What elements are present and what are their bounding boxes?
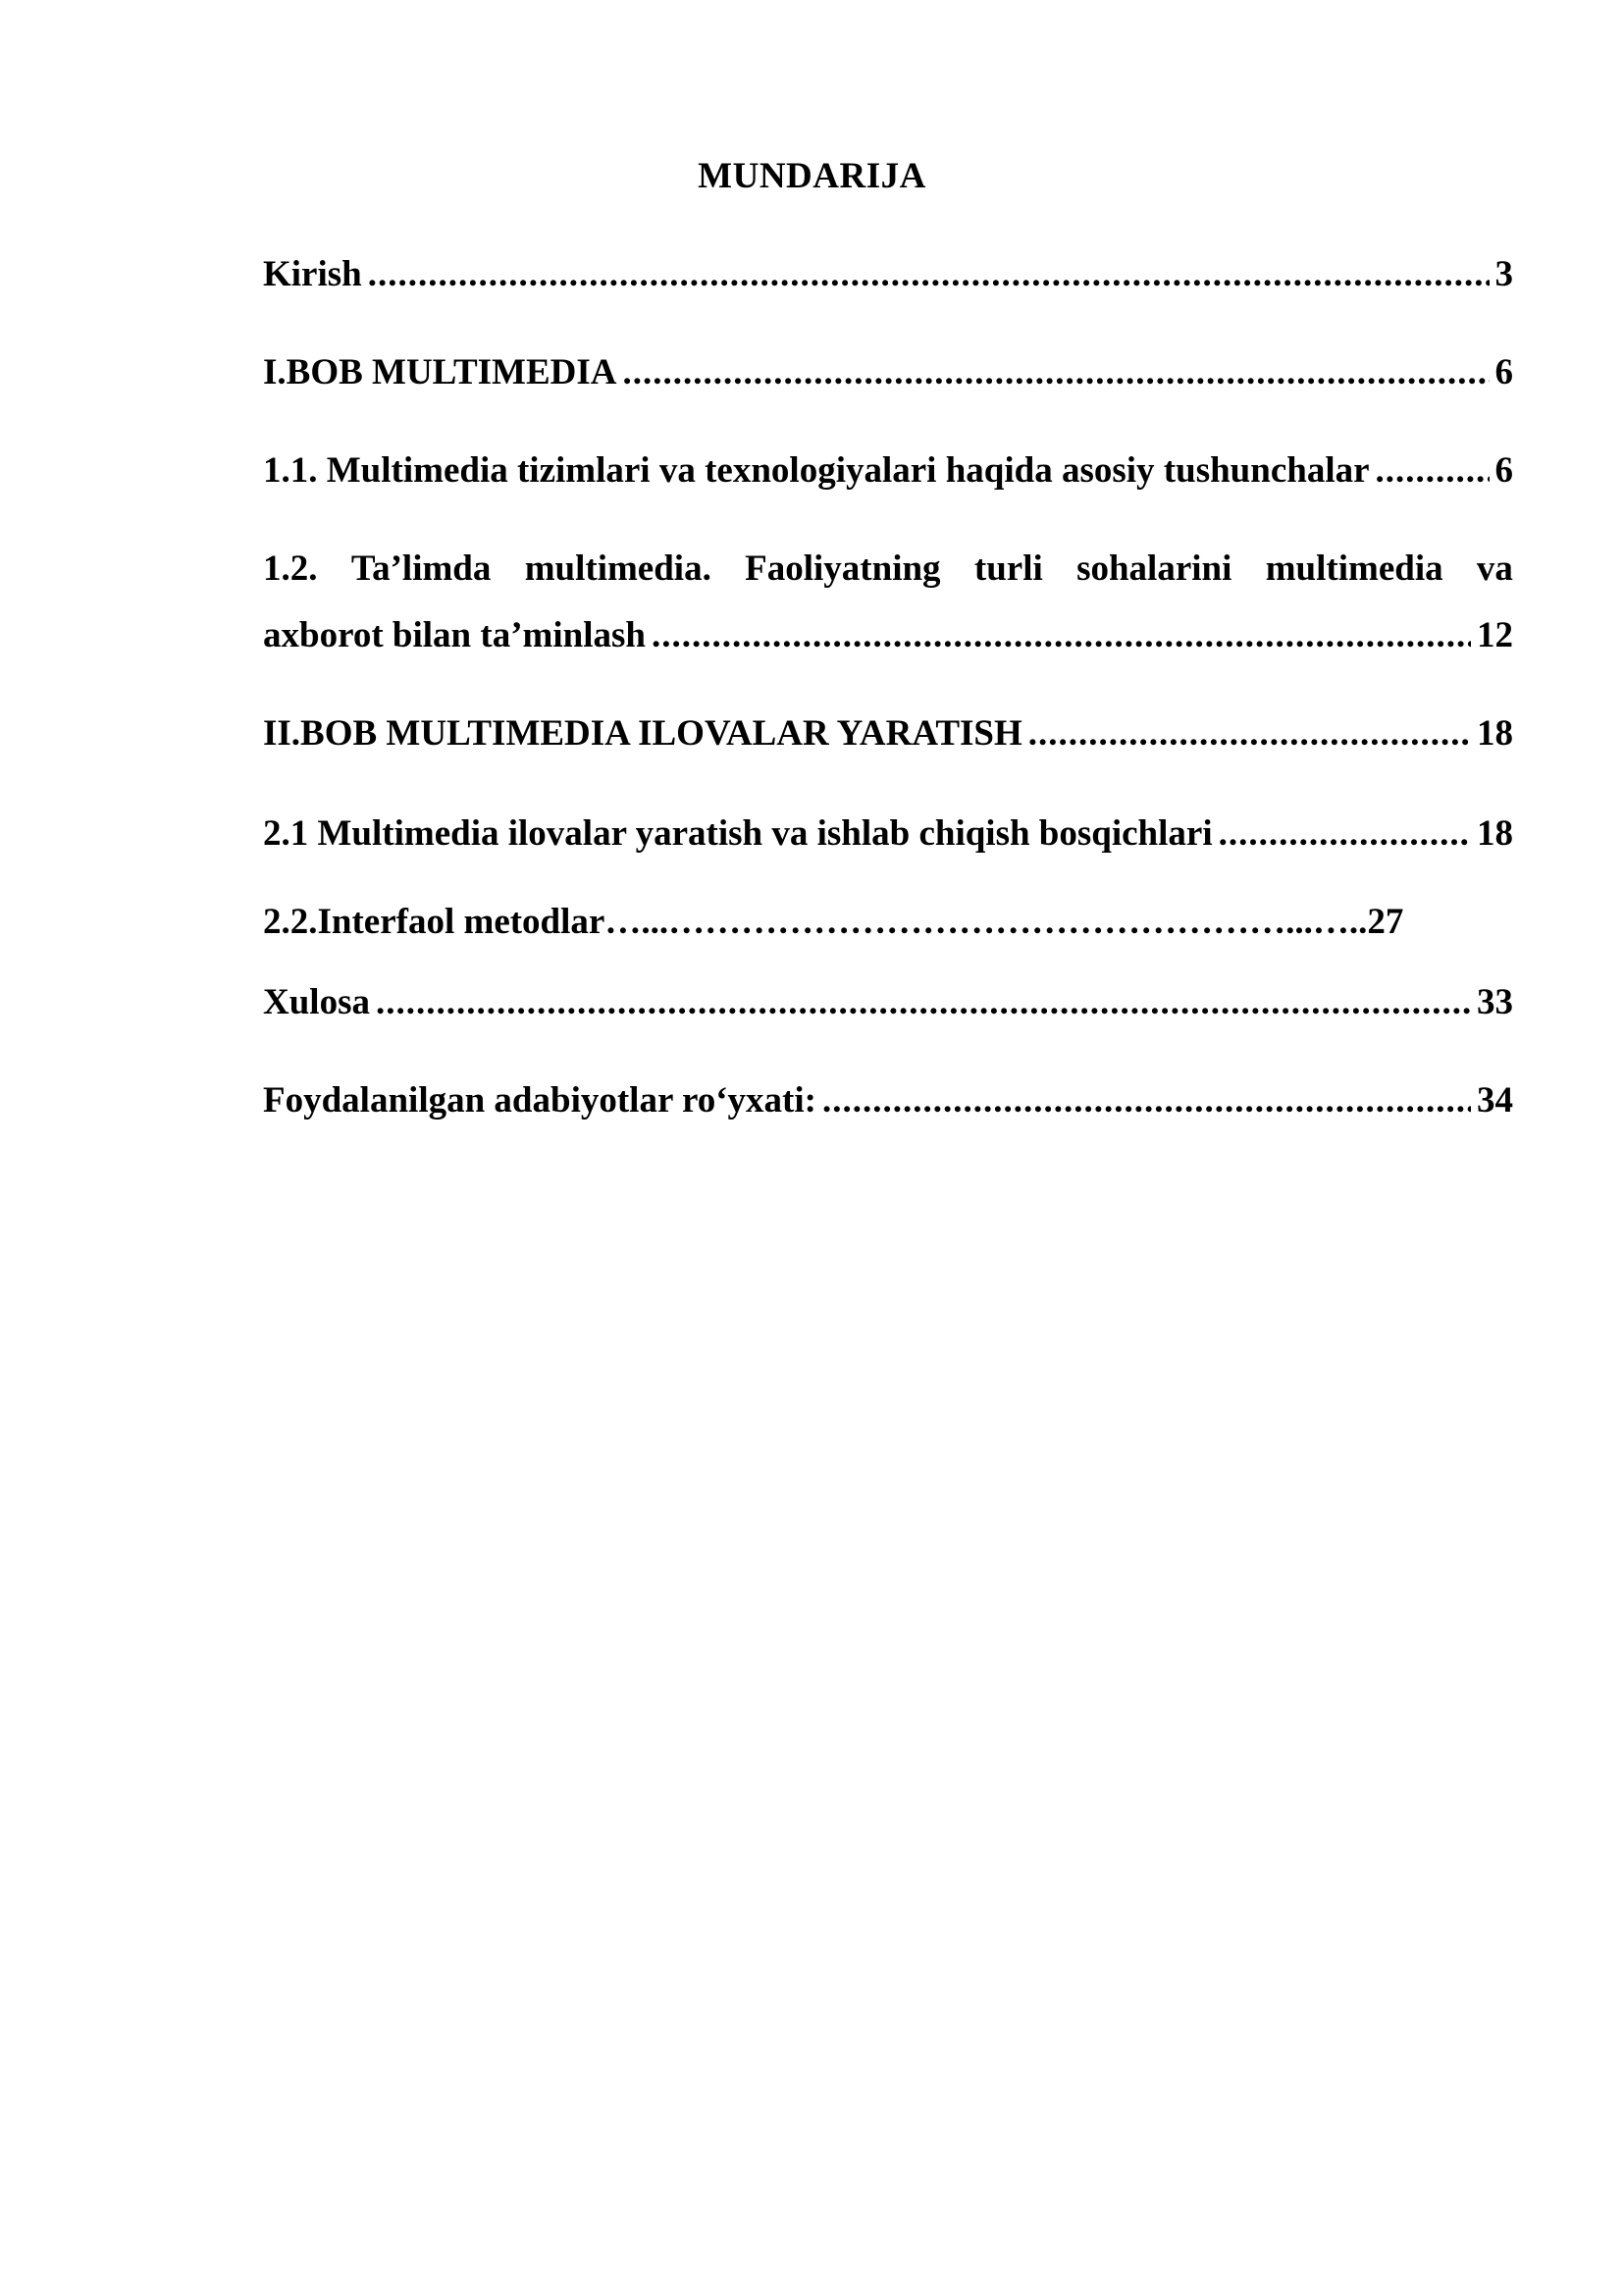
dot-leader <box>368 253 1490 296</box>
toc-entry-text: Xulosa <box>263 982 370 1022</box>
toc-word: multimedia <box>1265 548 1443 589</box>
toc-entry-text: I.BOB MULTIMEDIA <box>263 352 617 392</box>
toc-entry-text: Foydalanilgan adabiyotlar ro‘yxati: <box>263 1080 816 1121</box>
toc-entry-section-1-1[interactable] <box>263 449 1513 493</box>
toc-page-number: 33 <box>1477 982 1513 1022</box>
dot-leader <box>652 614 1471 657</box>
toc-entry-section-2-1[interactable] <box>263 812 1513 856</box>
dot-leader <box>1028 712 1471 756</box>
toc-word: Faoliyatning <box>745 548 941 589</box>
toc-page-number: 3 <box>1494 254 1513 294</box>
dot-leader <box>622 351 1489 394</box>
toc-word: va <box>1476 548 1513 589</box>
toc-entry-text: 1.1. Multimedia tizimlari va texnologiyalari haqida asosiy tushunchalar <box>263 450 1370 491</box>
toc-entry-chapter-2[interactable] <box>263 712 1513 756</box>
dot-leader <box>1376 449 1490 493</box>
toc-entry-text: Kirish <box>263 254 362 294</box>
toc-word: turli <box>973 548 1043 589</box>
page-title: MUNDARIJA <box>698 156 926 196</box>
toc-entry-xulosa[interactable] <box>263 981 1513 1024</box>
toc-entry-text: II.BOB MULTIMEDIA ILOVALAR YARATISH <box>263 713 1022 754</box>
toc-page-number: 18 <box>1477 813 1513 854</box>
toc-entry-text-line-1 <box>263 548 1513 591</box>
toc-page-number: 18 <box>1477 713 1513 754</box>
toc-entry-chapter-1[interactable] <box>263 351 1513 394</box>
dot-leader <box>822 1079 1471 1122</box>
toc-entry-section-1-2[interactable] <box>263 548 1513 657</box>
toc-entry-section-2-2[interactable] <box>263 901 1513 944</box>
toc-entry-bibliography[interactable] <box>263 1079 1513 1122</box>
toc-page-number: 34 <box>1477 1080 1513 1121</box>
toc-word: sohalarini <box>1076 548 1232 589</box>
dot-leader <box>376 981 1471 1024</box>
toc-word: 1.2. <box>263 548 318 589</box>
toc-entry-text-line-2: axborot bilan ta’minlash <box>263 615 646 655</box>
toc-page-number: 12 <box>1477 615 1513 655</box>
toc-page-number: 6 <box>1494 352 1513 392</box>
toc-word: Ta’limda <box>350 548 492 589</box>
toc-word: multimedia. <box>524 548 711 589</box>
dot-leader <box>1219 812 1471 856</box>
toc-entry-kirish[interactable] <box>263 253 1513 296</box>
toc-page-number: 6 <box>1494 450 1513 491</box>
toc-entry-text: 2.2.Interfaol metodlar…...……………………………………………...…..27 <box>263 902 1404 942</box>
toc-entry-text: 2.1 Multimedia ilovalar yaratish va ishlab chiqish bosqichlari <box>263 813 1213 854</box>
